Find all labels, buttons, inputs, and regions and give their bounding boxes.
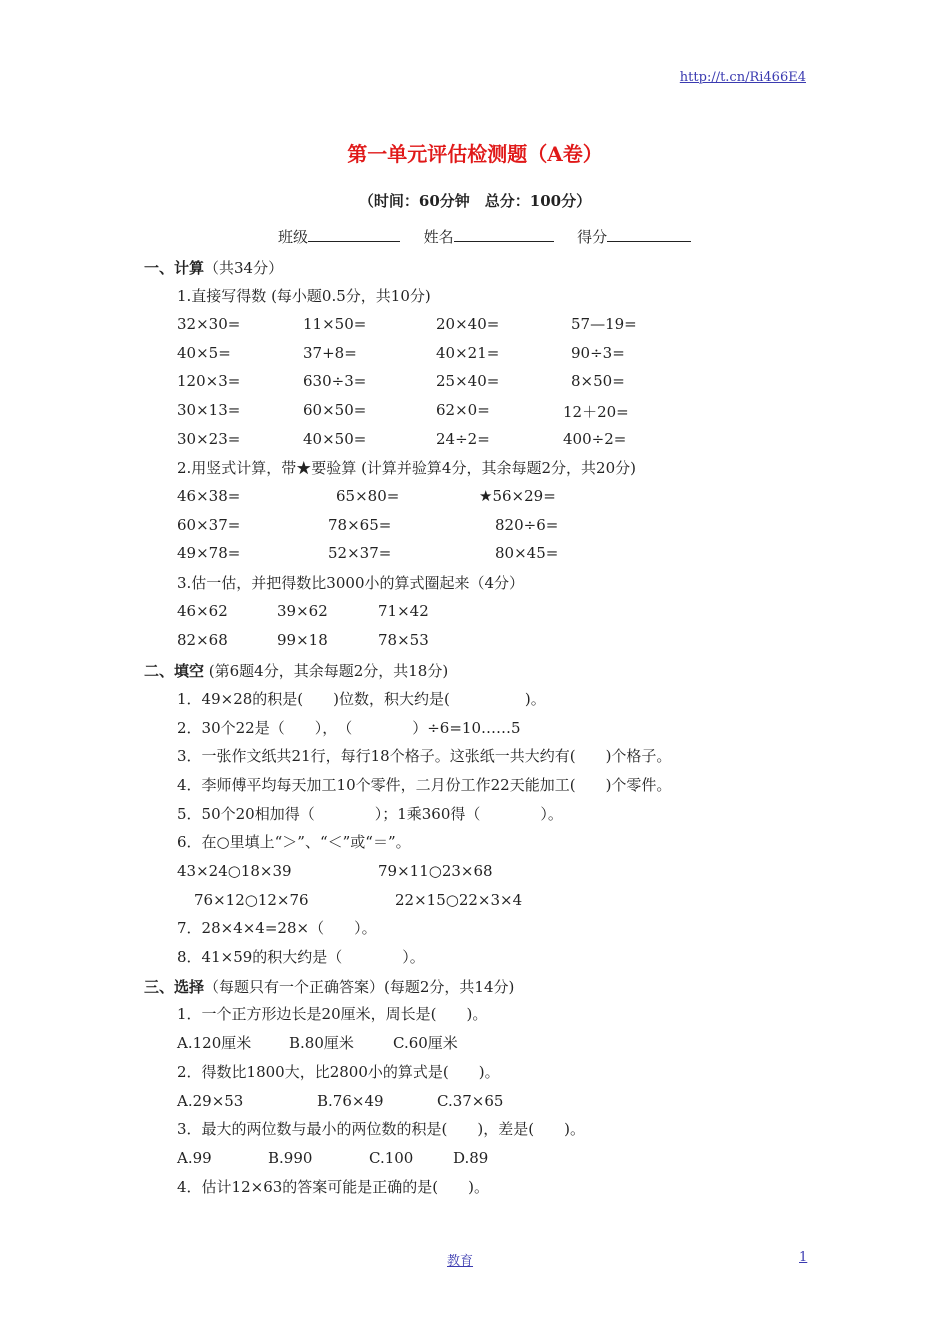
q1-expr-r1-c4: 57—19= — [571, 315, 637, 333]
fill-item-8: 8．41×59的积大约是（ ）。 — [177, 948, 425, 966]
compare-1-right: 79×11○23×68 — [378, 862, 493, 880]
page-subtitle: （时间：60分钟 总分：100分） — [358, 192, 592, 210]
q3-expr-r1-c3: 71×42 — [378, 602, 429, 620]
choice-q3-option-a[interactable]: A.99 — [177, 1149, 212, 1167]
choice-q2-option-a[interactable]: A.29×53 — [177, 1092, 244, 1110]
section3-heading — [144, 976, 514, 997]
footer-link[interactable]: 教育 — [447, 1254, 474, 1269]
q2-expr-r3-c1: 49×78= — [177, 544, 241, 562]
q2-expr-r2-c1: 60×37= — [177, 516, 241, 534]
choice-q2: 2．得数比1800大，比2800小的算式是( )。 — [177, 1063, 500, 1081]
q1-expr-r4-c1: 30×13= — [177, 401, 241, 419]
page-number: 1 — [799, 1250, 808, 1265]
q1-expr-r2-c1: 40×5= — [177, 344, 231, 362]
q1-expr-r1-c3: 20×40= — [436, 315, 500, 333]
fill-item-5: 5．50个20相加得（ ）；1乘360得（ ）。 — [177, 805, 563, 823]
q1-expr-r5-c3: 24÷2= — [436, 430, 490, 448]
section1-note: （共34分） — [204, 259, 284, 277]
q1-expr-r1-c1: 32×30= — [177, 315, 241, 333]
choice-q4: 4．估计12×63的答案可能是正确的是( )。 — [177, 1178, 489, 1196]
page-title: 第一单元评估检测题（A卷） — [347, 142, 603, 166]
q2-expr-r1-c2: 65×80= — [336, 487, 400, 505]
q1-expr-r1-c2: 11×50= — [303, 315, 367, 333]
choice-q2-option-c[interactable]: C.37×65 — [437, 1092, 504, 1110]
section1-q2-title: 2.用竖式计算，带★要验算 (计算并验算4分，其余每题2分，共20分) — [177, 459, 636, 477]
compare-2-right: 22×15○22×3×4 — [395, 891, 523, 909]
q1-expr-r2-c4: 90÷3= — [571, 344, 625, 362]
choice-q2-option-b[interactable]: B.76×49 — [317, 1092, 384, 1110]
q2-expr-r1-c3: ★56×29= — [479, 487, 556, 505]
score-blank[interactable] — [607, 227, 691, 242]
q1-expr-r4-c4: 12＋20= — [563, 403, 629, 421]
choice-q3-option-b[interactable]: B.990 — [268, 1149, 313, 1167]
fill-item-7: 7．28×4×4=28×（ ）。 — [177, 919, 377, 937]
q1-expr-r2-c2: 37+8= — [303, 344, 357, 362]
choice-q1-option-c[interactable]: C.60厘米 — [393, 1034, 458, 1052]
q1-expr-r4-c2: 60×50= — [303, 401, 367, 419]
q1-expr-r3-c3: 25×40= — [436, 372, 500, 390]
q3-expr-r1-c2: 39×62 — [277, 602, 328, 620]
section2-note: (第6题4分，其余每题2分，共18分) — [204, 662, 449, 680]
score-label: 得分 — [577, 228, 608, 246]
q3-expr-r2-c2: 99×18 — [277, 631, 328, 649]
compare-2-left: 76×12○12×76 — [194, 891, 309, 909]
choice-q3: 3．最大的两位数与最小的两位数的积是( )，差是( )。 — [177, 1120, 585, 1138]
q1-expr-r3-c1: 120×3= — [177, 372, 241, 390]
choice-q3-option-c[interactable]: C.100 — [369, 1149, 414, 1167]
header-link[interactable]: http://t.cn/Ri466E4 — [679, 70, 806, 85]
compare-1-left: 43×24○18×39 — [177, 862, 292, 880]
q2-expr-r1-c1: 46×38= — [177, 487, 241, 505]
choice-q3-option-d[interactable]: D.89 — [453, 1149, 489, 1167]
class-blank[interactable] — [308, 227, 400, 242]
q3-expr-r2-c3: 78×53 — [378, 631, 429, 649]
q1-expr-r5-c2: 40×50= — [303, 430, 367, 448]
name-blank[interactable] — [454, 227, 554, 242]
q1-expr-r4-c3: 62×0= — [436, 401, 490, 419]
q1-expr-r5-c4: 400÷2= — [563, 430, 627, 448]
fill-item-3: 3．一张作文纸共21行，每行18个格子。这张纸一共大约有( )个格子。 — [177, 747, 672, 765]
q2-expr-r2-c2: 78×65= — [328, 516, 392, 534]
fill-item-2: 2．30个22是（ ）， （ ）÷6=10……5 — [177, 719, 521, 737]
fill-item-1: 1．49×28的积是( )位数，积大约是( )。 — [177, 690, 546, 708]
q2-expr-r2-c3: 820÷6= — [495, 516, 559, 534]
section3-title: 三、选择 — [144, 978, 205, 996]
info-line — [278, 226, 691, 247]
q2-expr-r3-c2: 52×37= — [328, 544, 392, 562]
section1-q3-title: 3.估一估，并把得数比3000小的算式圈起来（4分） — [177, 574, 525, 592]
fill-item-4: 4．李师傅平均每天加工10个零件，二月份工作22天能加工( )个零件。 — [177, 776, 672, 794]
class-label: 班级 — [278, 228, 309, 246]
q3-expr-r1-c1: 46×62 — [177, 602, 228, 620]
section3-note: （每题只有一个正确答案）(每题2分，共14分) — [204, 978, 515, 996]
section2-title: 二、填空 — [144, 662, 205, 680]
choice-q1: 1．一个正方形边长是20厘米，周长是( )。 — [177, 1005, 488, 1023]
q1-expr-r5-c1: 30×23= — [177, 430, 241, 448]
q1-expr-r3-c2: 630÷3= — [303, 372, 367, 390]
section2-heading — [144, 660, 448, 681]
choice-q1-option-a[interactable]: A.120厘米 — [177, 1034, 252, 1052]
section1-heading — [144, 257, 283, 278]
q2-expr-r3-c3: 80×45= — [495, 544, 559, 562]
q3-expr-r2-c1: 82×68 — [177, 631, 228, 649]
section1-q1-title: 1.直接写得数 (每小题0.5分，共10分) — [177, 287, 431, 305]
name-label: 姓名 — [423, 228, 454, 246]
q1-expr-r2-c3: 40×21= — [436, 344, 500, 362]
fill-item-6: 6．在○里填上“＞”、“＜”或“＝”。 — [177, 833, 411, 851]
q1-expr-r3-c4: 8×50= — [571, 372, 625, 390]
section1-title: 一、计算 — [144, 259, 205, 277]
choice-q1-option-b[interactable]: B.80厘米 — [289, 1034, 354, 1052]
